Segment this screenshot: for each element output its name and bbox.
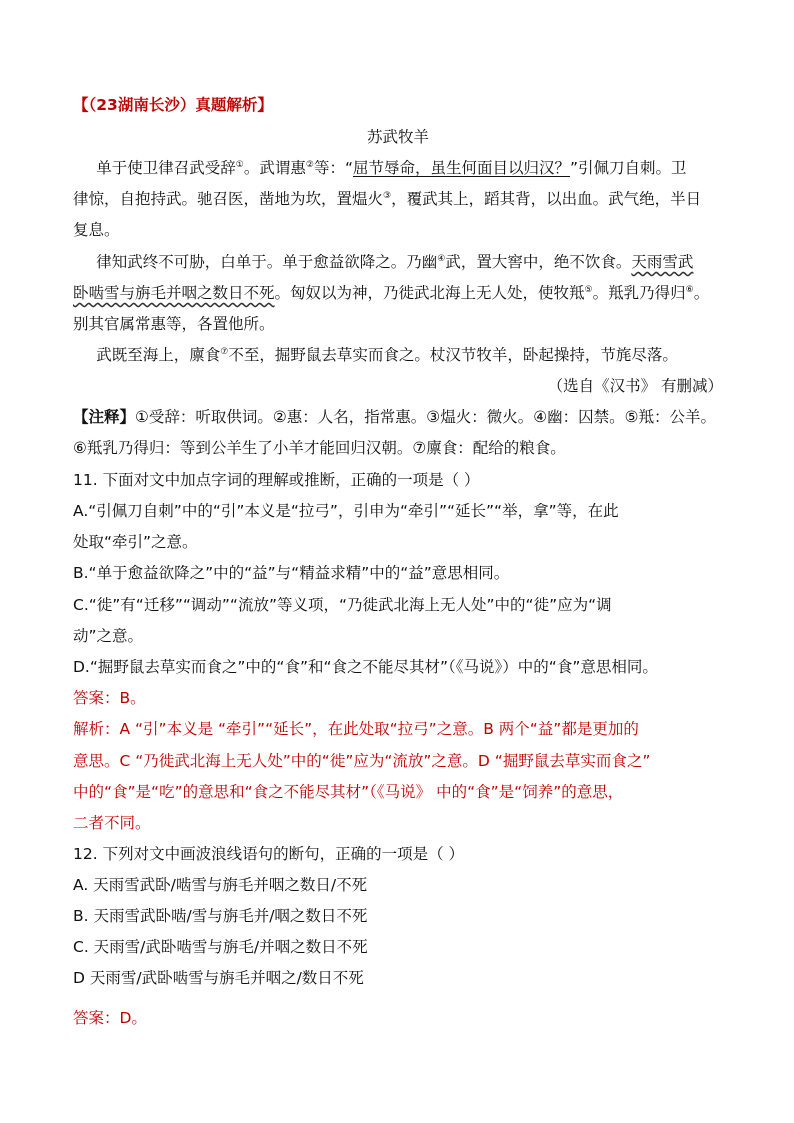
q11-option-c-line1: C.“徙”有“迁移”“调动”“流放”等义项，“乃徙武北海上无人处”中的“徙”应为“调 <box>73 596 612 614</box>
text: 。羝乳乃得归 <box>592 284 686 302</box>
q12-option-d: D 天雨雪/武卧啮雪与旃毛并咽之/数日不死 <box>73 969 364 987</box>
notes-line1 <box>73 405 723 429</box>
passage-title: 苏武牧羊 <box>366 128 429 146</box>
passage-p1-line2 <box>73 187 723 211</box>
text: 武，置大窖中，绝不饮食。 <box>445 253 632 271</box>
section-header: 【（23湖南长沙）真题解析】 <box>73 96 273 114</box>
passage-p3-line1 <box>73 343 723 367</box>
q11-option-a-line2: 处取“牵引”之意。 <box>73 533 198 551</box>
underlined-sentence: 屈节辱命，虽生何面目以归汉？ <box>352 159 570 177</box>
text: 。武谓惠 <box>243 159 306 177</box>
text: ①受辞：听取供词。②惠：人名，指常惠。③煴火：微火。④幽：囚禁。⑤羝：公羊。 <box>135 408 716 426</box>
q11-explanation-line3: 中的“食”是“吃”的意思和“食之不能尽其材”（《马说》 中的“食”是“饲养”的意思， <box>73 783 624 801</box>
passage-p2-line1 <box>73 250 723 274</box>
q12-answer: 答案：D。 <box>73 1009 147 1027</box>
q12-option-c: C. 天雨雪/武卧啮雪与旃毛/并咽之数日不死 <box>73 938 368 956</box>
passage-p1-line3: 复息。 <box>73 221 120 239</box>
footnote-marker: ① <box>235 159 244 170</box>
wavy-underlined-sentence: 卧啮雪与旃毛并咽之数日不死 <box>73 284 275 302</box>
passage-source: （选自《汉书》 有删减） <box>547 377 723 395</box>
text: 等：“ <box>313 159 353 177</box>
footnote-marker: ② <box>305 159 314 170</box>
footnote-marker: ③ <box>383 190 392 201</box>
text: 。匈奴以为神，乃徙武北海上无人处，使牧羝 <box>274 284 585 302</box>
passage-p2-line2 <box>73 281 723 305</box>
wavy-underlined-sentence: 天雨雪武 <box>631 253 694 271</box>
q11-option-b: B.“单于愈益欲降之”中的“益”与“精益求精”中的“益”意思相同。 <box>73 564 510 582</box>
q11-stem: 11. 下面对文中加点字词的理解或推断，正确的一项是（ ） <box>73 471 480 489</box>
passage-p2-line3: 别其官属常惠等，各置他所。 <box>73 315 275 333</box>
text: 单于使卫律召武受辞 <box>96 159 236 177</box>
footnote-marker: ⑥ <box>685 284 694 295</box>
q12-option-b: B. 天雨雪武卧啮/雪与旃毛并/咽之数日不死 <box>73 907 368 925</box>
text: ，覆武其上，蹈其背，以出血。武气绝，半日 <box>391 190 702 208</box>
q11-explanation-line1: 解析：A “引”本义是 “牵引”“延长”，在此处取“拉弓”之意。B 两个“益”都是更加的 <box>73 720 639 738</box>
q12-stem: 12. 下列对文中画波浪线语句的断句，正确的一项是（ ） <box>73 845 465 863</box>
passage-p1-line1 <box>73 156 723 180</box>
q11-explanation-line2: 意思。C “乃徙武北海上无人处”中的“徙”应为“流放”之意。D “掘野鼠去草实而食之” <box>73 752 651 770</box>
q11-explanation-line4: 二者不同。 <box>73 814 151 832</box>
q11-option-a-line1: A.“引佩刀自刺”中的“引”本义是“拉弓”，引申为“牵引”“延长”“举，拿”等，在此 <box>73 502 619 520</box>
q11-option-d: D.“掘野鼠去草实而食之”中的“食”和“食之不能尽其材”（《马说》）中的“食”意思相同。 <box>73 658 658 676</box>
footnote-marker: ⑦ <box>220 346 229 357</box>
footnote-marker: ④ <box>437 253 446 264</box>
footnote-marker: ⑤ <box>584 284 593 295</box>
q11-answer: 答案：B。 <box>73 689 146 707</box>
text: 武既至海上，廪食 <box>96 346 221 364</box>
notes-line2: ⑥羝乳乃得归：等到公羊生了小羊才能回归汉朝。⑦廪食：配给的粮食。 <box>73 439 566 457</box>
notes-label: 【注释】 <box>73 408 136 426</box>
text: 不至，掘野鼠去草实而食之。杖汉节牧羊，卧起操持，节旄尽落。 <box>228 346 678 364</box>
text: 。 <box>693 284 710 302</box>
text: ”引佩刀自刺。卫 <box>569 159 687 177</box>
q11-option-c-line2: 动”之意。 <box>73 627 144 645</box>
text: 律知武终不可胁，白单于。单于愈益欲降之。乃幽 <box>96 253 438 271</box>
q12-option-a: A. 天雨雪武卧/啮雪与旃毛并咽之数日/不死 <box>73 876 368 894</box>
text: 律惊，自抱持武。驰召医，凿地为坎，置煴火 <box>73 190 384 208</box>
